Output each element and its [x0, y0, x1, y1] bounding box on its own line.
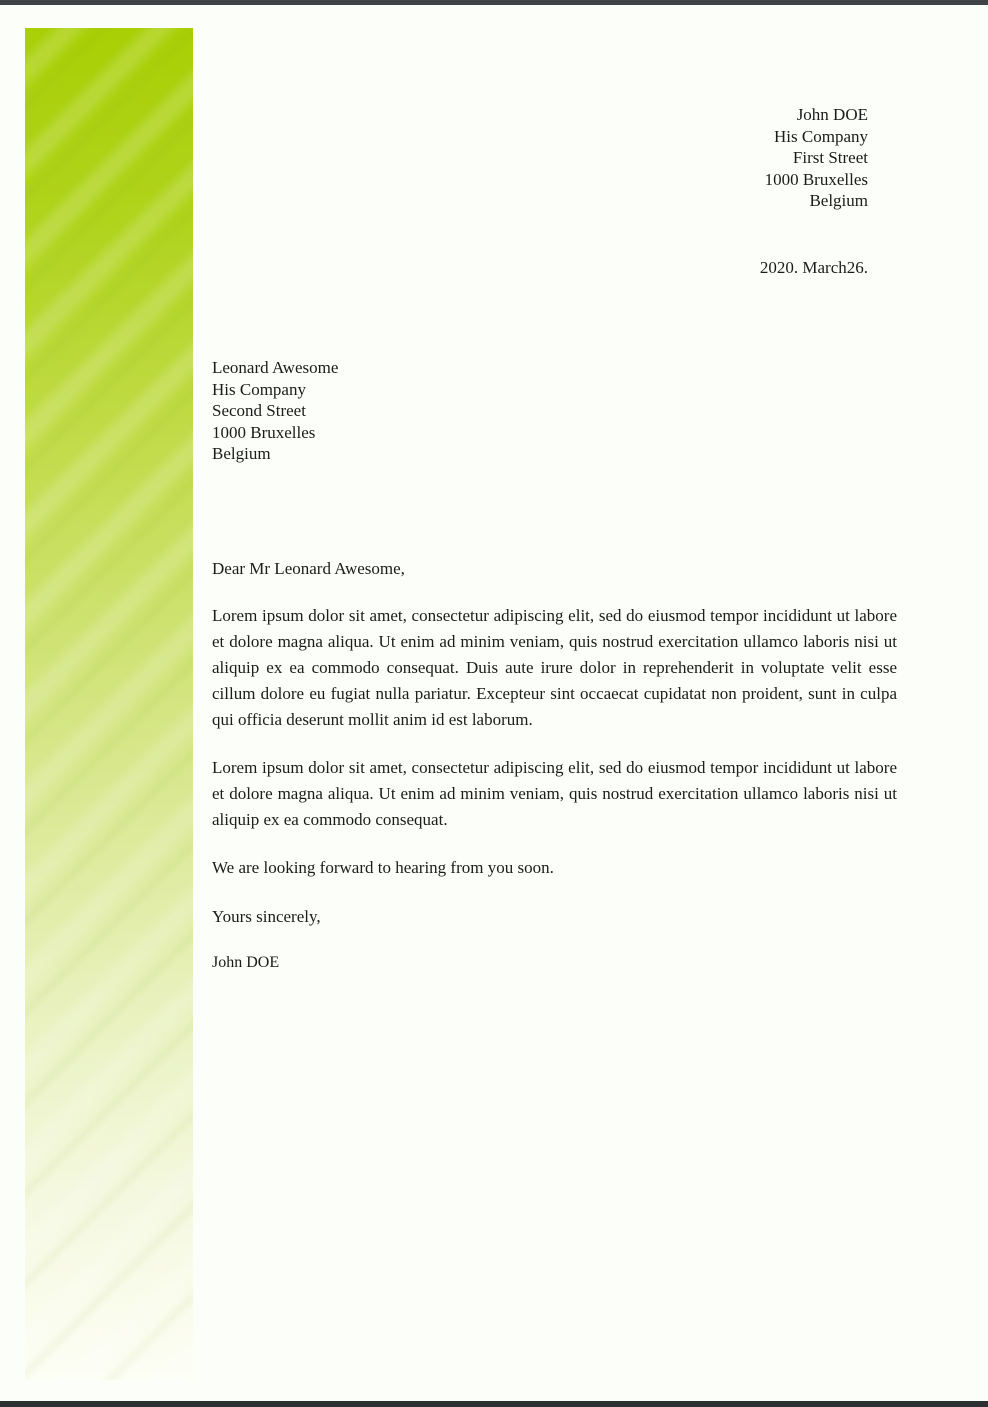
sender-city: 1000 Bruxelles: [764, 169, 868, 189]
viewer-top-strip: [0, 0, 988, 5]
body-paragraph-2: Lorem ipsum dolor sit amet, consectetur adipiscing elit, sed do eiusmod tempor incididunt ut labore et dolore magna aliqua. Ut enim ad minim veniam, quis nostrud exercitation ullamco laboris nisi ut aliquip ex ea commodo consequat.: [212, 758, 897, 829]
recipient-name: Leonard Awesome: [212, 358, 339, 377]
body-paragraph-1: Lorem ipsum dolor sit amet, consectetur adipiscing elit, sed do eiusmod tempor incididunt ut labore et dolore magna aliqua. Ut enim ad minim veniam, quis nostrud exercitation ullamco laboris nisi ut aliquip ex ea commodo consequat. Duis aute irure dolor in reprehenderit in voluptate velit esse cillum dolore eu fugiat nulla pariatur. Excepteur sint occaecat cupidatat non proident, sunt in culpa qui officia deserunt mollit anim id est laborum.: [212, 606, 897, 729]
letterhead-gradient-bar: [25, 28, 193, 1380]
sender-address-block: [765, 104, 868, 212]
sender-street: First Street: [792, 148, 868, 167]
viewer-bottom-strip: [0, 1401, 988, 1407]
valediction: Yours sincerely,: [212, 907, 321, 926]
recipient-address-block: [212, 357, 338, 465]
salutation: Dear Mr Leonard Awesome,: [212, 559, 405, 578]
sender-company: His Company: [774, 126, 868, 146]
sender-country: Belgium: [809, 191, 868, 210]
letter-date: 2020. March26.: [759, 258, 868, 277]
signature-name: John DOE: [212, 954, 280, 971]
closing-line: We are looking forward to hearing from you soon.: [212, 858, 554, 877]
recipient-street: Second Street: [212, 401, 306, 420]
recipient-country: Belgium: [212, 444, 271, 463]
recipient-city: 1000 Bruxelles: [212, 422, 316, 442]
sender-name: John DOE: [796, 105, 868, 124]
recipient-company: His Company: [212, 379, 306, 399]
